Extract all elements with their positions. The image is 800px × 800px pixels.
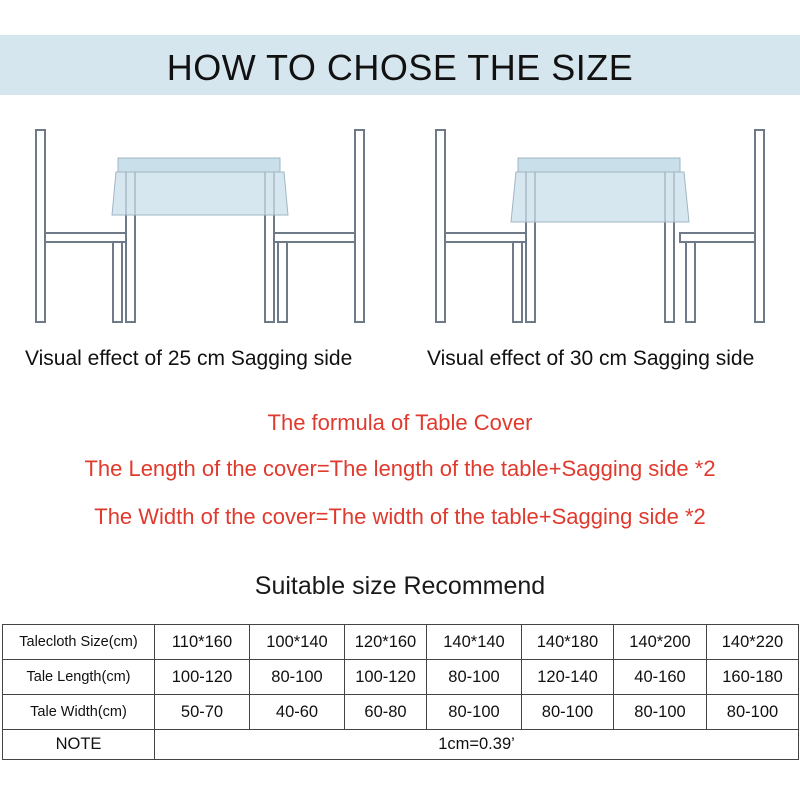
table-row-note: [3, 730, 799, 760]
page-title: HOW TO CHOSE THE SIZE: [166, 47, 634, 88]
table-cell: 100*140: [250, 625, 345, 660]
table-cell: 160-180: [707, 660, 799, 695]
table-cell: 80-100: [427, 660, 522, 695]
table-row-size: [3, 625, 799, 660]
size-table: [2, 624, 799, 760]
table-illustration-25cm: [0, 120, 400, 340]
table-cell: 50-70: [155, 695, 250, 730]
tablecloth-top: [518, 158, 680, 172]
note-label: NOTE: [3, 730, 155, 760]
tablecloth-drape: [112, 172, 288, 215]
chair-seat: [274, 233, 355, 242]
table-cell: 80-100: [427, 695, 522, 730]
table-cell: 140*140: [427, 625, 522, 660]
table-cell: 140*180: [522, 625, 614, 660]
chair-seat: [680, 233, 755, 242]
table-cell: 40-60: [250, 695, 345, 730]
caption-25cm: Visual effect of 25 cm Sagging side: [25, 347, 353, 370]
chair-leg: [113, 242, 122, 322]
table-cell: 100-120: [345, 660, 427, 695]
size-table-title: Suitable size Recommend: [254, 572, 546, 600]
table-cell: 80-100: [707, 695, 799, 730]
table-cell: 80-100: [250, 660, 345, 695]
table-row-width: [3, 695, 799, 730]
chair-leg: [513, 242, 522, 322]
formula-title: The formula of Table Cover: [267, 410, 533, 435]
table-cell: 140*220: [707, 625, 799, 660]
table-cell: 80-100: [522, 695, 614, 730]
table-cell: 110*160: [155, 625, 250, 660]
table-cell: 120-140: [522, 660, 614, 695]
table-row-length: [3, 660, 799, 695]
tablecloth-top: [118, 158, 280, 172]
row-header: Talecloth Size(cm): [3, 625, 155, 660]
row-header: Tale Length(cm): [3, 660, 155, 695]
chair-back: [755, 130, 764, 322]
table-cell: 60-80: [345, 695, 427, 730]
caption-30cm: Visual effect of 30 cm Sagging side: [427, 347, 755, 370]
note-value: 1cm=0.39’: [155, 730, 799, 760]
formula-width: The Width of the cover=The width of the table+Sagging side *2: [94, 504, 706, 529]
formula-length: The Length of the cover=The length of the table+Sagging side *2: [84, 456, 716, 481]
table-illustration-30cm: [400, 120, 800, 340]
chair-seat: [45, 233, 126, 242]
table-cell: 40-160: [614, 660, 707, 695]
chair-leg: [278, 242, 287, 322]
row-header: Tale Width(cm): [3, 695, 155, 730]
chair-seat: [445, 233, 526, 242]
tablecloth-drape: [511, 172, 689, 222]
table-cell: 140*200: [614, 625, 707, 660]
table-cell: 100-120: [155, 660, 250, 695]
table-cell: 120*160: [345, 625, 427, 660]
chair-leg: [686, 242, 695, 322]
chair-back: [436, 130, 445, 322]
table-cell: 80-100: [614, 695, 707, 730]
chair-back: [36, 130, 45, 322]
chair-back: [355, 130, 364, 322]
